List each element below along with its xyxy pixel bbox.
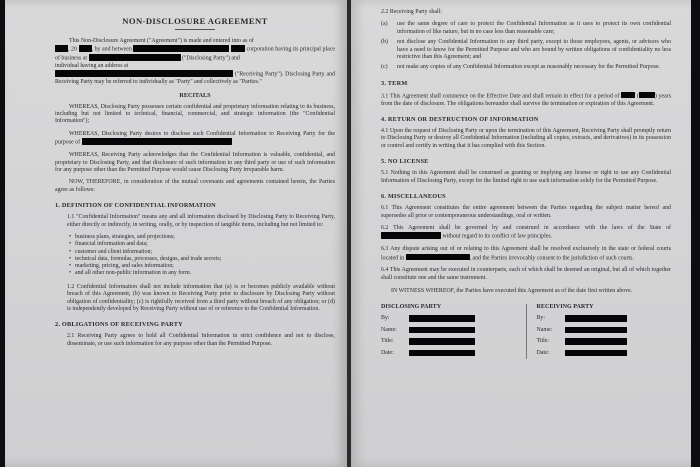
redaction-governing-state [381, 232, 441, 239]
redaction-term-words [621, 92, 635, 99]
signature-label: Title: [536, 338, 550, 345]
redaction-signature [409, 315, 475, 322]
list-item: • technical data, formulas, processes, designs, and trade secrets; [69, 256, 335, 263]
signature-row-name [381, 324, 516, 336]
clause-2-2-a [381, 21, 671, 36]
title-underline [175, 29, 215, 30]
clause-6-1: 6.1 This Agreement constitutes the entire agreement between the Parties regarding the subject matter hereof and supersedes all prior or contemporaneous understandings, oral or written. [381, 205, 671, 219]
item-text: use the same degree of care to protect the Confidential Information as it uses to protect its own confidential information of like nature, but in no case less than reasonable care; [397, 21, 671, 35]
redaction-day [55, 45, 68, 52]
redaction-date [409, 350, 475, 357]
section-6-heading: 6. MISCELLANEOUS [381, 193, 446, 201]
signature-label: Title: [381, 338, 394, 345]
signature-row-name [537, 324, 672, 336]
item-letter: (a) [381, 21, 388, 28]
signature-label: Date: [536, 349, 550, 356]
clause-2-1: 2.1 Receiving Party agrees to hold all Confidential Information in strict confidence and not to disclose, disseminate, or use such information for any purpose other than the Permitted Purpose. [67, 333, 335, 347]
list-item: • business plans, strategies, and projections; [69, 234, 335, 241]
redaction-name [409, 327, 475, 334]
signature-heading: RECEIVING PARTY [536, 303, 594, 310]
signature-heading: DISCLOSING PARTY [381, 303, 442, 310]
redaction-address [89, 54, 181, 61]
signature-row-title [537, 336, 672, 348]
section-5-heading: 5. NO LICENSE [381, 158, 429, 166]
clause-5-1: 5.1 Nothing in this Agreement shall be construed as granting or implying any license or right to use any Confidential Information of Disclosing Party, except for the limited right to use such information solely for the Permitted Purpose. [381, 170, 671, 184]
clause-3-1-text-b: years from the date of disclosure. The obligations hereunder shall survive the termination or expiration of this Agreement. [381, 93, 672, 107]
signature-row-by [537, 313, 672, 325]
redaction-signature [565, 315, 627, 322]
signature-divider [526, 304, 527, 359]
redaction-name [565, 327, 627, 334]
section-2-heading: 2. OBLIGATIONS OF RECEIVING PARTY [55, 321, 183, 329]
redaction-purpose [82, 138, 232, 145]
list-item: • customer and client information; [69, 249, 335, 256]
clause-4-1: 4.1 Upon the request of Disclosing Party or upon the termination of this Agreement, Receiving Party shall promptly return to Disclosing Party or destroy all Confidential Information (including all copies, extracts, and derivatives) in its possession or control and certify in writing that it has complied with this Section. [381, 128, 671, 149]
intro-text-d: corporation having [246, 46, 292, 53]
confidential-info-list [55, 234, 335, 278]
item-letter: (b) [381, 39, 388, 46]
signature-label: By: [536, 315, 546, 322]
redaction-term-number [639, 92, 655, 99]
clause-6-3-text-b: , and the Parties irrevocably consent to the jurisdiction of such courts. [469, 254, 634, 261]
recital-2 [55, 131, 335, 147]
signature-row-by [381, 313, 516, 325]
redaction-venue [406, 254, 470, 261]
signature-label: By: [381, 315, 390, 322]
recital-3: WHEREAS, Receiving Party acknowledges that the Confidential Information is valuable, confidential, and proprietary to Disclosing Party, and that disclosure of such information to any third party or use of such information for any purpose other than the Permitted Purpose would cause Disclosing Party irreparable harm. [55, 152, 335, 173]
document-page-right [351, 0, 691, 467]
list-item: • financial information and data; [69, 241, 335, 248]
intro-text-g: individual having an address at [55, 63, 129, 70]
section-3-heading: 3. TERM [381, 79, 408, 87]
clause-2-2: 2.2 Receiving Party shall: [381, 9, 442, 15]
list-item: • and all other non-public information in any form. [69, 270, 335, 277]
section-1-heading: 1. DEFINITION OF CONFIDENTIAL INFORMATION [55, 202, 216, 210]
clause-6-3 [381, 246, 671, 262]
intro-text-h: ("Receiving Party"). Disclosing Party [234, 71, 325, 78]
clause-6-4: 6.4 This Agreement may be executed in counterparts, each of which shall be deemed an original, but all of which together shall constitute one and the same instrument. [381, 267, 671, 281]
intro-text-c: , by and between [91, 46, 132, 53]
section-4-heading: 4. RETURN OR DESTRUCTION OF INFORMATION [381, 116, 539, 124]
witness-clause: IN WITNESS WHEREOF, the Parties have executed this Agreement as of the date first written above. [391, 288, 633, 295]
signature-label: Name: [381, 326, 397, 333]
redaction-disclosing-name [133, 45, 229, 52]
redaction-year [79, 45, 92, 52]
signature-label: Name: [536, 326, 553, 333]
item-text: not disclose any Confidential Information to any third party, except to those employees, agents, or advisors who have a need to know for the Permitted Purpose and who are bound by written obligations of confidentiality no less restrictive than this Agreement; and [397, 39, 671, 61]
signature-row-date [381, 347, 516, 359]
redaction-receiving-address [55, 70, 233, 77]
document-title: NON-DISCLOSURE AGREEMENT [122, 16, 268, 26]
redaction-title [409, 338, 475, 345]
recital-2-text: WHEREAS, Disclosing Party desires to disclose such Confidential Information to Receiving Party for the purpose of [55, 130, 335, 146]
intro-text-i: and Receiving Party may be referred to individually as "Party" and collectively as "Parties." [55, 71, 336, 86]
item-letter: (c) [381, 64, 388, 71]
clause-6-2-text-a: 6.2 This Agreement shall be governed by and construed in accordance with the laws of the State of [381, 224, 671, 231]
intro-text-a: This Non-Disclosure Agreement ("Agreement") is made and entered into as of [69, 38, 254, 44]
clause-2-2-b [381, 39, 671, 61]
signature-label: Date: [381, 349, 394, 356]
now-therefore: NOW, THEREFORE, in consideration of the mutual covenants and agreements contained herein, the Parties agree as follows: [55, 179, 335, 193]
clause-6-2-text-b: without regard to its conflict of law principles. [442, 233, 553, 240]
intro-paragraph [55, 38, 335, 87]
signature-row-date [537, 347, 672, 359]
intro-text-b: , 20 [68, 46, 77, 53]
clause-3-1: 3.1 This Agreement shall commence on the Effective Date and shall remain in effect for a period of ( ) years from the date of disclosure. The obligations hereunder shall survive the termination or expiration of this Agreement. [381, 93, 672, 107]
clause-2-2-c [381, 64, 671, 71]
intro-text-f: ("Disclosing Party") and [182, 55, 240, 62]
clause-6-2 [381, 225, 671, 241]
recital-1: WHEREAS, Disclosing Party possesses certain confidential and proprietary information relating to its business, including but not limited to technical, financial, commercial, and strategic information (the "Confidential Information"); [55, 103, 335, 125]
signature-block [381, 304, 671, 359]
intro-text-e: its principal place of business at [55, 46, 335, 62]
redaction-state [231, 45, 245, 52]
clause-3-1-text-a: 3.1 This Agreement shall commence on the Effective Date and shall remain in effect for a period of [381, 93, 620, 100]
signature-row-title [381, 336, 516, 348]
document-page-left [5, 0, 347, 467]
item-text: not make any copies of any Confidential Information except as reasonably necessary for the Permitted Purpose. [397, 64, 661, 71]
list-item: • marketing, pricing, and sales information; [69, 263, 335, 270]
redaction-title [565, 338, 627, 345]
clause-1-2: 1.2 Confidential Information shall not include information that (a) is or becomes publicly available without breach of this Agreement; (b) was known to Receiving Party prior to disclosure by Disclosing Party without obligation of confidentiality; (c) is rightfully received from a third party without breach of any obligation; or (d) is independently developed by Receiving Party without use of or reference to the Confidential Information. [67, 283, 335, 312]
redaction-date [565, 350, 627, 357]
recitals-heading: RECITALS [179, 91, 211, 99]
clause-1-1: 1.1 "Confidential Information" means any and all information disclosed by Disclosing Party to Receiving Party, either directly or indirectly, in writing, orally, or by inspection of tangible items, including but not limited to: [67, 214, 335, 228]
clause-6-3-text-a: 6.3 Any dispute arising out of or relating to this Agreement shall be resolved exclusively in the state or federal courts located in [381, 246, 671, 261]
signature-disclosing-party [381, 304, 516, 359]
signature-receiving-party [537, 304, 672, 359]
